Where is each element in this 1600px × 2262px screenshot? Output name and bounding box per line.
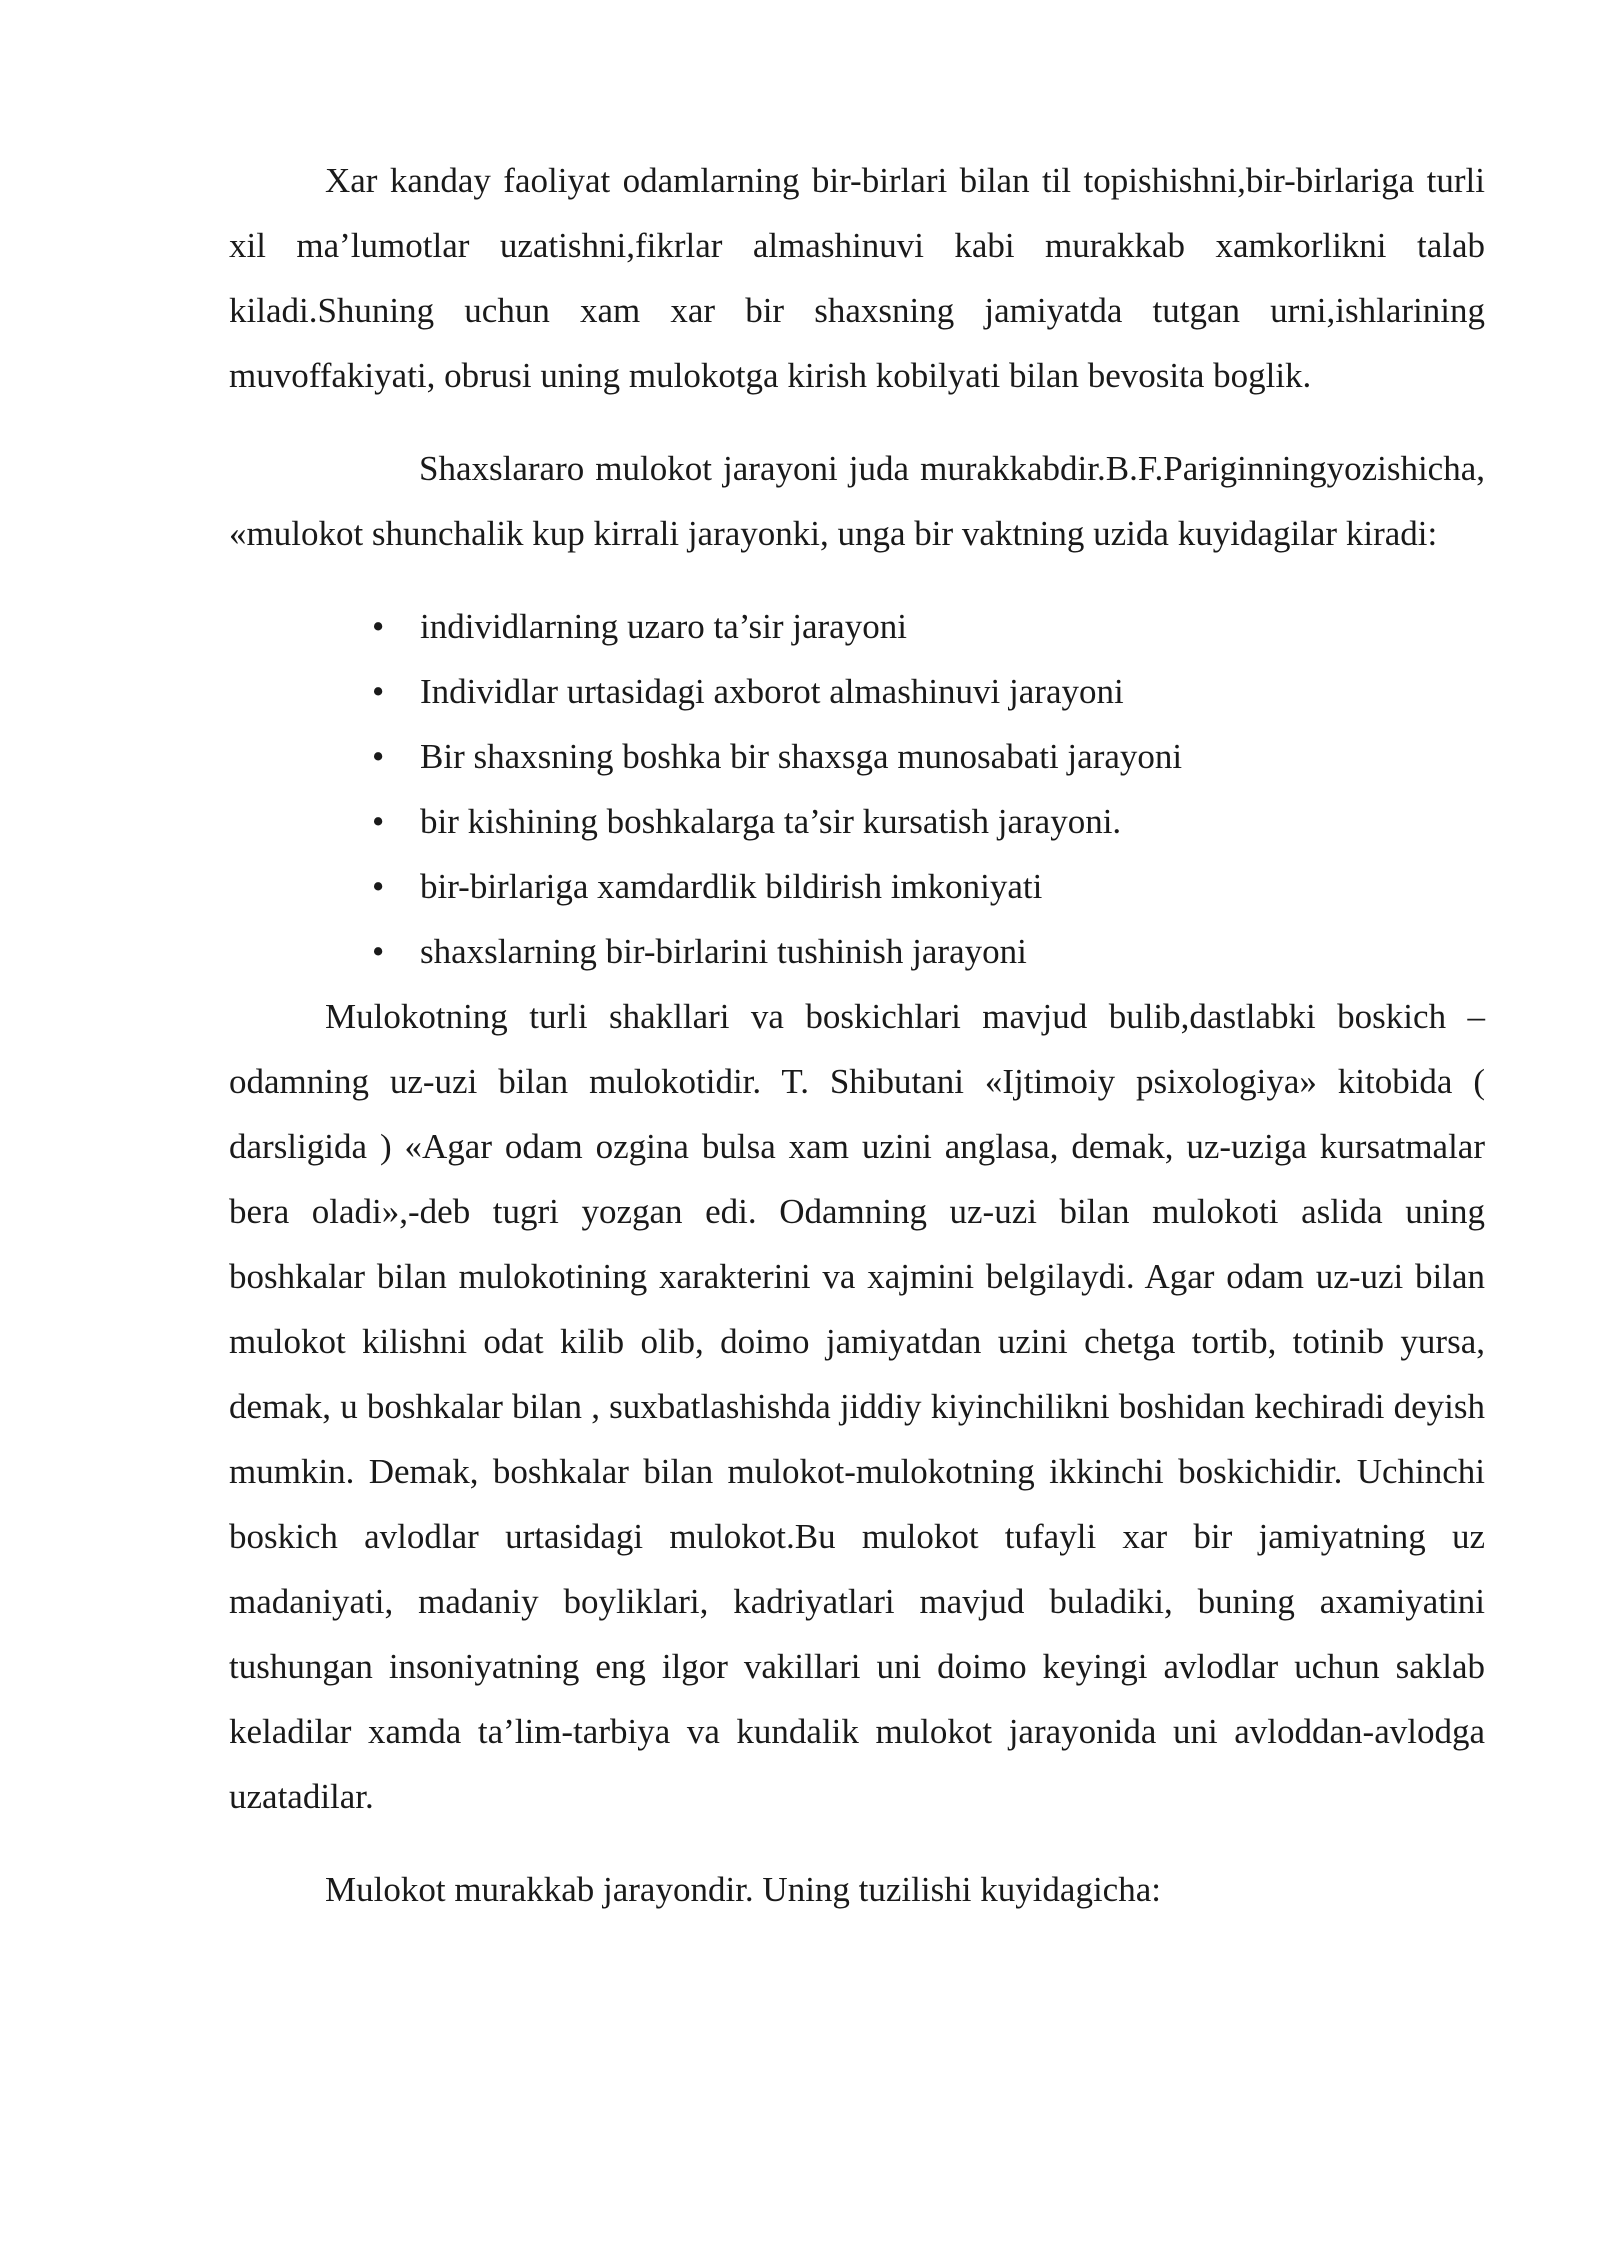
list-item-text: individlarning uzaro ta’sir jarayoni bbox=[420, 607, 907, 646]
bullet-icon: • bbox=[372, 672, 385, 711]
document-body bbox=[229, 148, 1485, 1922]
bullet-icon: • bbox=[372, 932, 385, 971]
paragraph-structure: Mulokot murakkab jarayondir. Uning tuzilishi kuyidagicha: bbox=[325, 1870, 1161, 1909]
list-item bbox=[229, 724, 1485, 789]
list-item-text: Bir shaxsning boshka bir shaxsga munosabati jarayoni bbox=[420, 737, 1183, 776]
list-item-text: Individlar urtasidagi axborot almashinuvi jarayoni bbox=[420, 672, 1124, 711]
bullet-list bbox=[229, 594, 1485, 984]
list-item bbox=[229, 919, 1485, 984]
list-item bbox=[229, 789, 1485, 854]
list-item bbox=[229, 659, 1485, 724]
list-item-text: shaxslarning bir-birlarini tushinish jarayoni bbox=[420, 932, 1027, 971]
bullet-icon: • bbox=[372, 802, 385, 841]
list-item-text: bir kishining boshkalarga ta’sir kursatish jarayoni. bbox=[420, 802, 1122, 841]
paragraph-stages: Mulokotning turli shakllari va boskichlari mavjud bulib,dastlabki boskich – odamning uz-uzi bilan mulokotidir. T. Shibutani «Ijtimoiy psixologiya» kitobida ( darsligida ) «Agar odam ozgina bulsa xam uzini anglasa, demak, uz-uziga kursatmalar bera oladi»,-deb tugri yozgan edi. Odamning uz-uzi bilan mulokoti aslida uning boshkalar bilan mulokotining xarakterini va xajmini belgilaydi. Agar odam uz-uzi bilan mulokot kilishni odat kilib olib, doimo jamiyatdan uzini chetga tortib, totinib yursa, demak, u boshkalar bilan , suxbatlashishda jiddiy kiyinchilikni boshidan kechiradi deyish mumkin. Demak, boshkalar bilan mulokot-mulokotning ikkinchi boskichidir. Uchinchi boskich avlodlar urtasidagi mulokot.Bu mulokot tufayli xar bir jamiyatning uz madaniyati, madaniy boyliklari, kadriyatlari mavjud buladiki, buning axamiyatini tushungan insoniyatning eng ilgor vakillari uni doimo keyingi avlodlar uchun saklab keladilar xamda ta’lim-tarbiya va kundalik mulokot jarayonida uni avloddan-avlodga uzatadilar. bbox=[229, 997, 1485, 1816]
bullet-icon: • bbox=[372, 867, 385, 906]
paragraph-interpersonal: Shaxslararo mulokot jarayoni juda murakkabdir.B.F.Pariginningyozishicha, «mulokot shunchalik kup kirrali jarayonki, unga bir vaktning uzida kuyidagilar kiradi: bbox=[229, 449, 1485, 553]
list-item bbox=[229, 854, 1485, 919]
list-item bbox=[229, 594, 1485, 659]
bullet-icon: • bbox=[372, 607, 385, 646]
bullet-icon: • bbox=[372, 737, 385, 776]
paragraph-intro: Xar kanday faoliyat odamlarning bir-birlari bilan til topishishni,bir-birlariga turli xil ma’lumotlar uzatishni,fikrlar almashinuvi kabi murakkab xamkorlikni talab kiladi.Shuning uchun xam xar bir shaxsning jamiyatda tutgan urni,ishlarining muvoffakiyati, obrusi uning mulokotga kirish kobilyati bilan bevosita boglik. bbox=[229, 161, 1485, 395]
list-item-text: bir-birlariga xamdardlik bildirish imkoniyati bbox=[420, 867, 1043, 906]
